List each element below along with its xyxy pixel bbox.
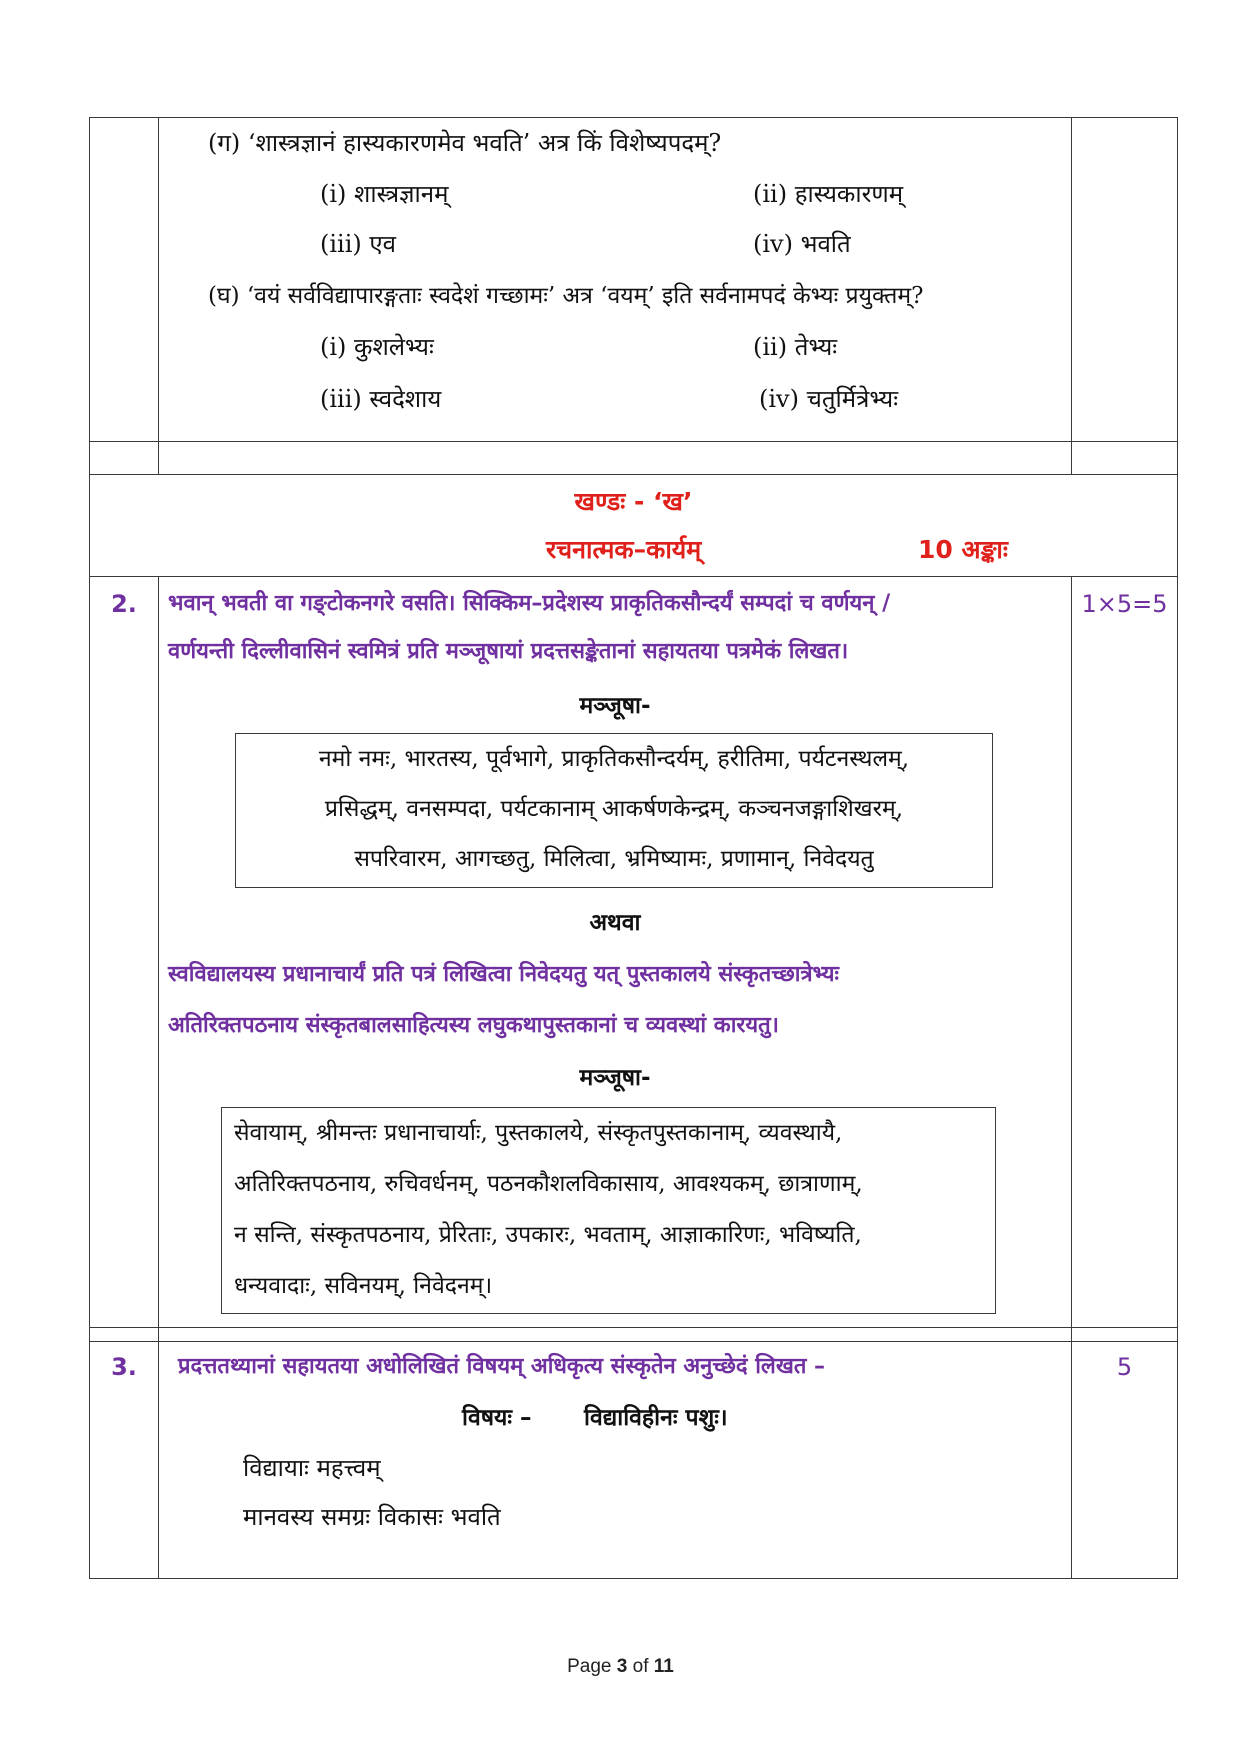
q2-number-cell [89, 577, 159, 1328]
footer-page-label: Page [567, 1656, 612, 1677]
section-title: खण्डः - ‘ख’ [574, 487, 693, 516]
q1-marks-cell [1072, 117, 1178, 442]
section-marks: 10 अङ्काः [918, 535, 1008, 564]
q1-content-cell [159, 117, 1072, 442]
spacer-cell [1072, 442, 1178, 475]
word-box-line: धन्यवादाः, सविनयम्, निवेदनम्। [234, 1273, 493, 1299]
word-box-line: सपरिवारम, आगच्छतु, मिलित्वा, भ्रमिष्यामः, प्रणामान्, निवेदयतु [354, 846, 874, 872]
q1-gha-option-3: (iii) स्वदेशाय [320, 385, 442, 413]
q3-prompt: प्रदत्ततथ्यानां सहायतया अधोलिखितं विषयम् अधिकृत्य संस्कृतेन अनुच्छेदं लिखत – [178, 1354, 826, 1379]
q2-marks: 1×5=5 [1081, 590, 1168, 618]
q1-ga-option-1: (i) शास्त्रज्ञानम् [320, 180, 449, 208]
q2-prompt-line-2: वर्णयन्ती दिल्लीवासिनं स्वमित्रं प्रति मञ्जूषायां प्रदत्तसङ्केतानां सहायतया पत्रमेकं लिखत। [168, 639, 849, 664]
q2-word-box-2 [221, 1107, 996, 1314]
q1-ga-option-2: (ii) हास्यकारणम् [753, 180, 904, 208]
spacer-cell [159, 442, 1072, 475]
q3-number: 3. [111, 1353, 137, 1381]
spacer-cell [159, 1328, 1072, 1342]
q1-gha-option-1: (i) कुशलेभ्यः [320, 333, 434, 361]
page-footer [0, 1656, 1241, 1678]
q1-ga-option-3: (iii) एव [320, 230, 396, 258]
q3-content-cell [159, 1342, 1072, 1579]
q3-marks: 5 [1116, 1353, 1133, 1381]
q2-alt-prompt-line-2: अतिरिक्तपठनाय संस्कृतबालसाहित्यस्य लघुकथापुस्तकानां च व्यवस्थां कारयतु। [168, 1013, 780, 1038]
q3-number-cell [89, 1342, 159, 1579]
q2-number: 2. [111, 590, 137, 618]
q2-word-box-1 [235, 733, 993, 888]
footer-current-page: 3 [616, 1656, 628, 1677]
q1-gha-option-2: (ii) तेभ्यः [753, 333, 838, 361]
q3-point-1: विद्यायाः महत्त्वम् [243, 1454, 381, 1482]
q1-ga-option-4: (iv) भवति [753, 230, 851, 258]
section-header [89, 475, 1178, 577]
q2-alt-prompt-line-1: स्वविद्यालयस्य प्रधानाचार्यं प्रति पत्रं लिखित्वा निवेदयतु यत् पुस्तकालये संस्कृतच्छात्रेभ्यः [168, 962, 839, 987]
question-table [89, 117, 1178, 1579]
word-box-line: नमो नमः, भारतस्य, पूर्वभागे, प्राकृतिकसौन्दर्यम्, हरीतिमा, पर्यटनस्थलम्, [318, 746, 910, 772]
q3-marks-cell [1072, 1342, 1178, 1579]
q2-box2-label: मञ्जूषा- [579, 1065, 651, 1091]
spacer-cell [1072, 1328, 1178, 1342]
q1-number-cell [89, 117, 159, 442]
word-box-line: प्रसिद्धम्, वनसम्पदा, पर्यटकानाम् आकर्षणकेन्द्रम्, कञ्चनजङ्गाशिखरम्, [324, 796, 904, 822]
spacer-cell [89, 442, 159, 475]
footer-total-pages: 11 [653, 1656, 674, 1677]
q3-topic: विद्याविहीनः पशुः। [584, 1405, 728, 1431]
section-subtitle: रचनात्मक–कार्यम् [546, 535, 702, 564]
word-box-line: सेवायाम्, श्रीमन्तः प्रधानाचार्याः, पुस्तकालये, संस्कृतपुस्तकानाम्, व्यवस्थायै, [234, 1120, 843, 1146]
footer-of-label: of [632, 1656, 649, 1677]
word-box-line: अतिरिक्तपठनाय, रुचिवर्धनम्, पठनकौशलविकासाय, आवश्यकम्, छात्राणाम्, [234, 1171, 863, 1197]
q2-or-label: अथवा [589, 910, 641, 936]
q2-marks-cell [1072, 577, 1178, 1328]
q1-part-ga-question: (ग) ‘शास्त्रज्ञानं हास्यकारणमेव भवति’ अत्र किं विशेष्यपदम्? [208, 129, 722, 157]
word-box-line: न सन्ति, संस्कृतपठनाय, प्रेरिताः, उपकारः, भवताम्, आज्ञाकारिणः, भविष्यति, [234, 1222, 862, 1248]
q3-topic-label: विषयः – [462, 1405, 532, 1431]
q2-content-cell [159, 577, 1072, 1328]
q2-box1-label: मञ्जूषा- [579, 693, 651, 719]
q1-part-gha-question: (घ) ‘वयं सर्वविद्यापारङ्गताः स्वदेशं गच्छामः’ अत्र ‘वयम्’ इति सर्वनामपदं केभ्यः प्रयुक्तम्? [208, 283, 924, 309]
q2-prompt-line-1: भवान् भवती वा गङ्टोकनगरे वसति। सिक्किम–प्रदेशस्य प्राकृतिकसौन्दर्यं सम्पदां च वर्णयन् / [168, 591, 891, 616]
q3-point-2: मानवस्य समग्रः विकासः भवति [243, 1503, 501, 1531]
q1-gha-option-4: (iv) चतुर्मित्रेभ्यः [759, 385, 899, 413]
spacer-cell [89, 1328, 159, 1342]
